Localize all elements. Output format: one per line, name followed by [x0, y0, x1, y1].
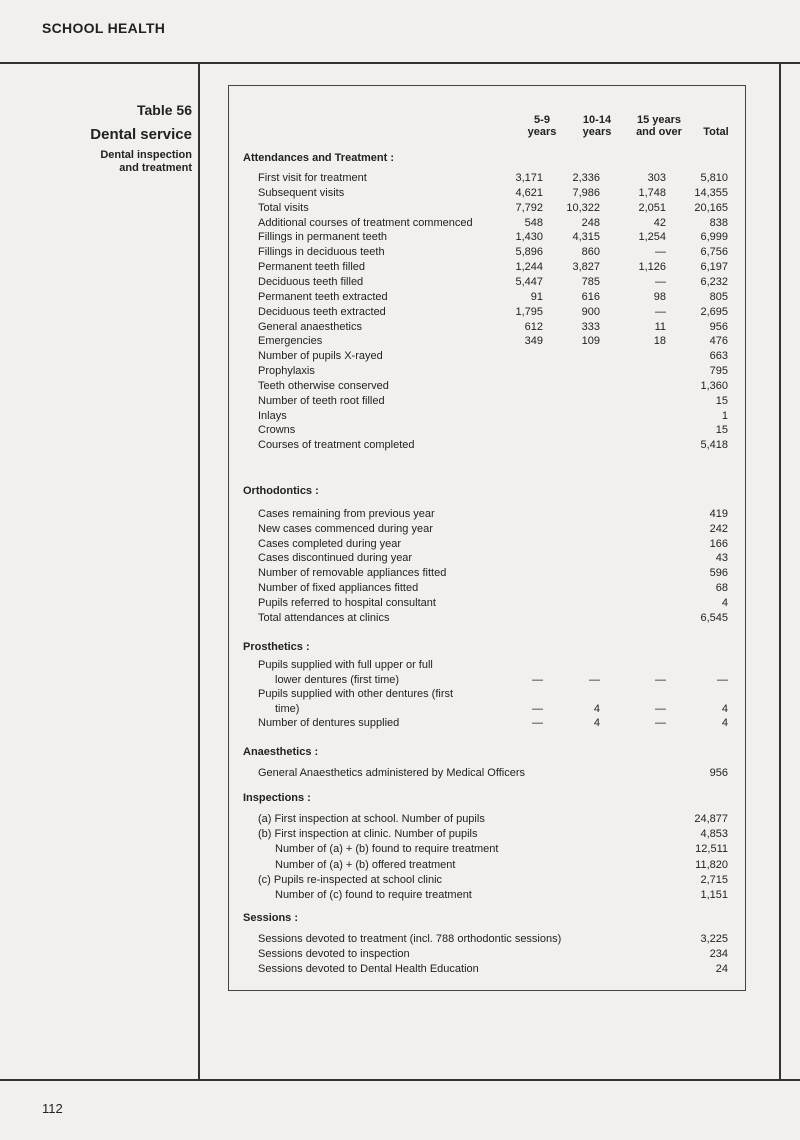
cell-col-1: 5,447: [515, 276, 543, 288]
section-title-anaesthetics: Anaesthetics :: [243, 746, 319, 758]
cell-col-4: 663: [709, 350, 728, 362]
section-title-attendances: Attendances and Treatment :: [243, 152, 394, 164]
table-row: [258, 766, 728, 780]
cell-col-3: —: [655, 246, 666, 258]
cell-col-2: 7,986: [572, 187, 600, 199]
cell-col-4: 805: [709, 291, 728, 303]
row-label: Sessions devoted to inspection: [258, 948, 410, 960]
table-row: [258, 423, 728, 437]
row-label: Number of teeth root filled: [258, 395, 385, 407]
row-label: Sessions devoted to Dental Health Education: [258, 963, 479, 975]
cell-col-4: 476: [709, 335, 728, 347]
table-row: [258, 305, 728, 319]
cell-col-2: —: [589, 674, 600, 686]
cell-col-4: 24: [715, 963, 728, 975]
table-row: [258, 687, 728, 701]
cell-col-1: 1,795: [515, 306, 543, 318]
cell-col-4: —: [717, 674, 728, 686]
row-label: (a) First inspection at school. Number of pupils: [258, 813, 485, 825]
cell-col-3: 18: [653, 335, 666, 347]
cell-col-3: 42: [653, 217, 666, 229]
row-label: Number of (c) found to require treatment: [275, 889, 472, 901]
row-label: Inlays: [258, 410, 287, 422]
table-row: [258, 364, 728, 378]
row-label: General anaesthetics: [258, 321, 362, 333]
cell-col-2: 785: [581, 276, 600, 288]
table-row: [258, 873, 728, 887]
cell-col-4: 956: [709, 767, 728, 779]
table-row: [258, 702, 728, 716]
cell-col-3: 11: [654, 321, 666, 333]
cell-col-4: 12,511: [695, 843, 728, 855]
table-row: [258, 596, 728, 610]
subtitle-line-1: Dental inspection: [100, 149, 192, 161]
row-label: Deciduous teeth extracted: [258, 306, 386, 318]
cell-col-4: 6,756: [700, 246, 728, 258]
cell-col-2: 860: [581, 246, 600, 258]
table-row: [258, 349, 728, 363]
cell-col-2: 900: [581, 306, 600, 318]
table-row: [258, 334, 728, 348]
bottom-rule: [0, 1079, 800, 1081]
table-row: [258, 320, 728, 334]
cell-col-4: 242: [709, 523, 728, 535]
cell-col-1: 548: [524, 217, 543, 229]
section-title-prosthetics: Prosthetics :: [243, 641, 310, 653]
table-row: [258, 290, 728, 304]
cell-col-4: 2,715: [700, 874, 728, 886]
table-row: [258, 522, 728, 536]
cell-col-3: 98: [653, 291, 666, 303]
table-row: [258, 409, 728, 423]
cell-col-4: 6,999: [700, 231, 728, 243]
row-label: Courses of treatment completed: [258, 439, 415, 451]
cell-col-4: 4: [721, 717, 728, 729]
row-label: Pupils supplied with other dentures (first: [258, 688, 454, 700]
table-row: [258, 658, 728, 672]
table-row: [258, 260, 728, 274]
table-subtitle: [90, 149, 192, 175]
table-row: [258, 186, 728, 200]
cell-col-3: 1,748: [638, 187, 666, 199]
cell-col-3: 303: [647, 172, 666, 184]
table-row: [258, 394, 728, 408]
table-row: [258, 230, 728, 244]
table-row: [258, 932, 728, 946]
row-label: Emergencies: [258, 335, 323, 347]
row-label: (c) Pupils re-inspected at school clinic: [258, 874, 443, 886]
cell-col-4: 234: [709, 948, 728, 960]
cell-col-4: 3,225: [700, 933, 728, 945]
row-label: Deciduous teeth filled: [258, 276, 364, 288]
row-label: Permanent teeth extracted: [258, 291, 388, 303]
cell-col-2: 4: [593, 717, 600, 729]
row-label: Fillings in deciduous teeth: [258, 246, 385, 258]
cell-col-4: 419: [709, 508, 728, 520]
cell-col-1: 612: [524, 321, 543, 333]
cell-col-3: 1,254: [638, 231, 666, 243]
cell-col-1: 91: [530, 291, 543, 303]
cell-col-4: 68: [715, 582, 728, 594]
cell-col-2: 4,315: [572, 231, 600, 243]
running-head: SCHOOL HEALTH: [42, 20, 166, 36]
table-row: [258, 827, 728, 841]
cell-col-4: 4,853: [700, 828, 728, 840]
cell-col-4: 795: [709, 365, 728, 377]
row-label: Subsequent visits: [258, 187, 345, 199]
cell-col-4: 24,877: [694, 813, 728, 825]
table-row: [258, 581, 728, 595]
cell-col-4: 43: [715, 552, 728, 564]
cell-col-4: 4: [721, 597, 728, 609]
table-row: [258, 962, 728, 976]
cell-col-4: 2,695: [700, 306, 728, 318]
table-row: [258, 216, 728, 230]
row-label: Crowns: [258, 424, 296, 436]
row-label: Fillings in permanent teeth: [258, 231, 388, 243]
page-number: 112: [42, 1101, 63, 1116]
right-column-rule: [779, 62, 781, 1080]
column-header-2: 10-14 years: [582, 114, 612, 138]
cell-col-4: 4: [721, 703, 728, 715]
cell-col-4: 11,820: [695, 859, 728, 871]
row-label: Total attendances at clinics: [258, 612, 390, 624]
column-header-1: 5-9 years: [527, 114, 557, 138]
cell-col-2: 333: [581, 321, 600, 333]
table-row: [258, 275, 728, 289]
table-row: [258, 673, 728, 687]
top-rule: [0, 62, 800, 64]
left-column-rule: [198, 62, 200, 1080]
cell-col-4: 166: [709, 538, 728, 550]
row-label: Number of dentures supplied: [258, 717, 400, 729]
row-label: Pupils supplied with full upper or full: [258, 659, 433, 671]
cell-col-3: —: [655, 674, 666, 686]
table-row: [258, 245, 728, 259]
table-row: [258, 842, 728, 856]
cell-col-4: 14,355: [694, 187, 728, 199]
cell-col-2: 3,827: [572, 261, 600, 273]
row-label: Prophylaxis: [258, 365, 315, 377]
row-label: Number of (a) + (b) found to require treatment: [275, 843, 499, 855]
cell-col-3: 1,126: [638, 261, 666, 273]
table-row: [258, 858, 728, 872]
cell-col-3: 2,051: [638, 202, 666, 214]
row-label: General Anaesthetics administered by Medical Officers: [258, 767, 525, 779]
table-row: [258, 201, 728, 215]
cell-col-4: 6,545: [700, 612, 728, 624]
cell-col-4: 20,165: [694, 202, 728, 214]
table-row: [258, 551, 728, 565]
section-title-sessions: Sessions :: [243, 912, 299, 924]
cell-col-4: 596: [709, 567, 728, 579]
column-header-3: 15 years and over: [636, 114, 682, 138]
cell-col-3: —: [655, 306, 666, 318]
cell-col-2: 616: [581, 291, 600, 303]
table-row: [258, 507, 728, 521]
cell-col-1: 3,171: [515, 172, 543, 184]
table-row: [258, 812, 728, 826]
cell-col-4: 5,418: [700, 439, 728, 451]
cell-col-4: 838: [709, 217, 728, 229]
table-row: [258, 888, 728, 902]
cell-col-3: —: [655, 703, 666, 715]
cell-col-1: 4,621: [515, 187, 543, 199]
section-title-inspections: Inspections :: [243, 792, 311, 804]
column-header-4: Total: [703, 126, 729, 138]
cell-col-4: 1: [721, 410, 728, 422]
cell-col-1: 349: [524, 335, 543, 347]
row-label: Total visits: [258, 202, 309, 214]
table-row: [258, 611, 728, 625]
cell-col-4: 6,232: [700, 276, 728, 288]
cell-col-3: —: [655, 717, 666, 729]
row-label: Number of (a) + (b) offered treatment: [275, 859, 456, 871]
row-label: Sessions devoted to treatment (incl. 788 orthodontic sessions): [258, 933, 562, 945]
table-row: [258, 379, 728, 393]
cell-col-2: 109: [581, 335, 600, 347]
cell-col-2: 248: [581, 217, 600, 229]
table-caption: [90, 102, 192, 175]
cell-col-1: —: [532, 717, 543, 729]
row-label: Number of removable appliances fitted: [258, 567, 447, 579]
cell-col-4: 15: [715, 395, 728, 407]
row-label: Number of fixed appliances fitted: [258, 582, 419, 594]
cell-col-4: 15: [715, 424, 728, 436]
cell-col-4: 956: [709, 321, 728, 333]
cell-col-4: 1,360: [700, 380, 728, 392]
table-row: [258, 171, 728, 185]
row-label: New cases commenced during year: [258, 523, 433, 535]
cell-col-2: 4: [593, 703, 600, 715]
row-label: First visit for treatment: [258, 172, 367, 184]
row-label: Cases completed during year: [258, 538, 402, 550]
table-number: Table 56: [137, 102, 192, 118]
cell-col-1: 5,896: [515, 246, 543, 258]
section-title-orthodontics: Orthodontics :: [243, 485, 319, 497]
cell-col-2: 10,322: [566, 202, 600, 214]
cell-col-1: —: [532, 674, 543, 686]
row-label: Permanent teeth filled: [258, 261, 366, 273]
cell-col-3: —: [655, 276, 666, 288]
cell-col-1: 7,792: [515, 202, 543, 214]
row-label: Teeth otherwise conserved: [258, 380, 389, 392]
row-label: Pupils referred to hospital consultant: [258, 597, 436, 609]
cell-col-1: 1,430: [515, 231, 543, 243]
row-label: Number of pupils X-rayed: [258, 350, 383, 362]
table-row: [258, 716, 728, 730]
row-label: (b) First inspection at clinic. Number of pupils: [258, 828, 478, 840]
row-label: Additional courses of treatment commenced: [258, 217, 473, 229]
row-label: time): [275, 703, 300, 715]
cell-col-1: —: [532, 703, 543, 715]
table-row: [258, 947, 728, 961]
row-label: Cases remaining from previous year: [258, 508, 435, 520]
subtitle-line-2: and treatment: [119, 162, 192, 174]
table-row: [258, 537, 728, 551]
table-row: [258, 438, 728, 452]
table-title: Dental service: [90, 126, 192, 143]
table-row: [258, 566, 728, 580]
cell-col-2: 2,336: [572, 172, 600, 184]
row-label: Cases discontinued during year: [258, 552, 413, 564]
cell-col-4: 1,151: [700, 889, 728, 901]
cell-col-4: 5,810: [700, 172, 728, 184]
cell-col-1: 1,244: [515, 261, 543, 273]
cell-col-4: 6,197: [700, 261, 728, 273]
row-label: lower dentures (first time): [275, 674, 400, 686]
